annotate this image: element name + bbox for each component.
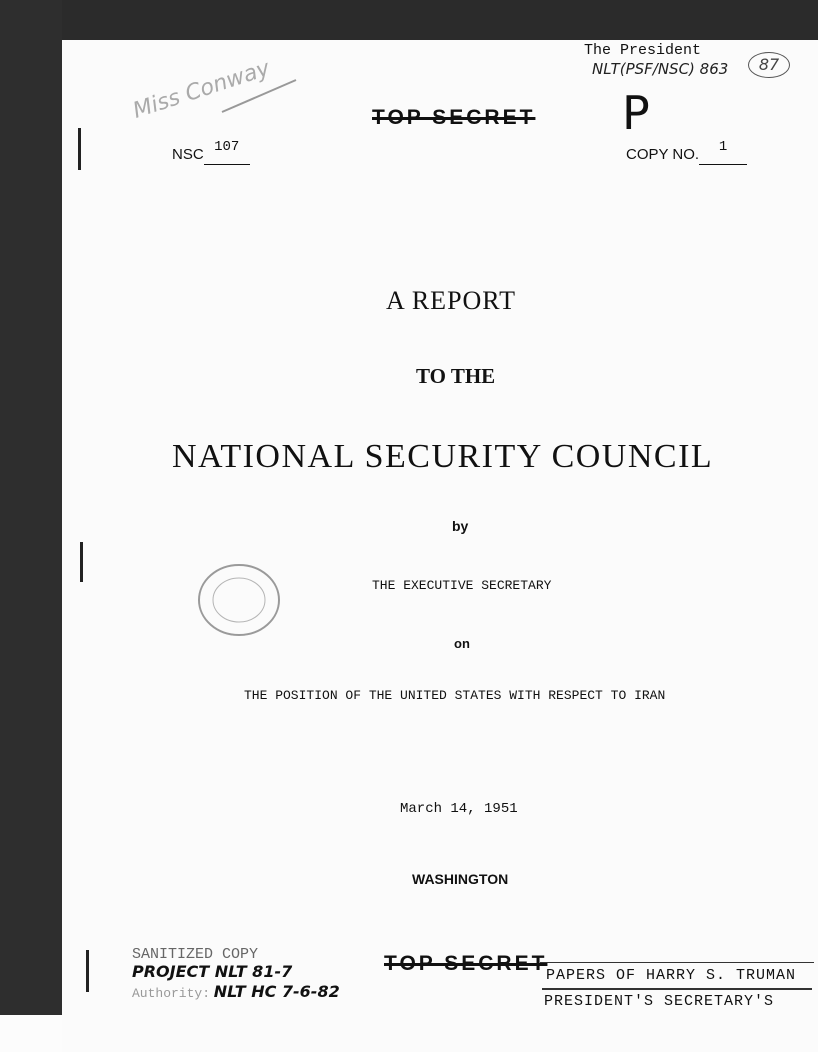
handwritten-note: Miss Conway: [130, 56, 274, 124]
scan-top-border: [0, 0, 818, 40]
handwritten-initial: P: [622, 86, 650, 140]
library-stamp: [196, 562, 282, 638]
classification-top: TOP SECRET: [372, 106, 536, 129]
title-to-the: TO THE: [416, 364, 496, 388]
project-number: PROJECT NLT 81-7: [132, 962, 293, 981]
document-page: [62, 40, 818, 1052]
scan-left-border: [0, 0, 62, 1015]
copy-label: COPY NO.: [626, 146, 700, 163]
papers-stamp: [540, 962, 814, 1015]
copy-number: [626, 139, 747, 165]
classification-bottom: TOP SECRET: [384, 952, 548, 975]
copy-value: 1: [699, 146, 747, 165]
place: WASHINGTON: [412, 871, 509, 887]
margin-mark: [86, 950, 89, 992]
title-nsc: NATIONAL SECURITY COUNCIL: [172, 438, 714, 475]
margin-mark: [80, 542, 83, 582]
authority-label: Authority:: [132, 986, 211, 1001]
nsc-number: [172, 139, 250, 165]
date: March 14, 1951: [400, 801, 518, 817]
papers-line-1: PAPERS OF HARRY S. TRUMAN: [546, 967, 797, 984]
on-label: on: [454, 636, 470, 651]
by-label: by: [452, 518, 469, 534]
file-reference: NLT(PSF/NSC) 863: [592, 60, 729, 78]
author: THE EXECUTIVE SECRETARY: [372, 578, 552, 593]
nsc-value: 107: [204, 146, 250, 165]
papers-line-2: PRESIDENT'S SECRETARY'S: [544, 993, 775, 1010]
nsc-label: NSC: [172, 146, 204, 163]
authority-value: NLT HC 7-6-82: [213, 982, 340, 1001]
handwritten-stroke: [220, 76, 300, 116]
authority-line: [132, 982, 340, 1002]
title-a-report: A REPORT: [386, 286, 516, 315]
recipient-label: The President: [584, 42, 702, 59]
sanitized-stamp: SANITIZED COPY: [132, 946, 259, 963]
margin-mark: [78, 128, 81, 170]
page-mark: 87: [748, 52, 790, 78]
subject: THE POSITION OF THE UNITED STATES WITH RESPECT TO IRAN: [244, 688, 666, 703]
